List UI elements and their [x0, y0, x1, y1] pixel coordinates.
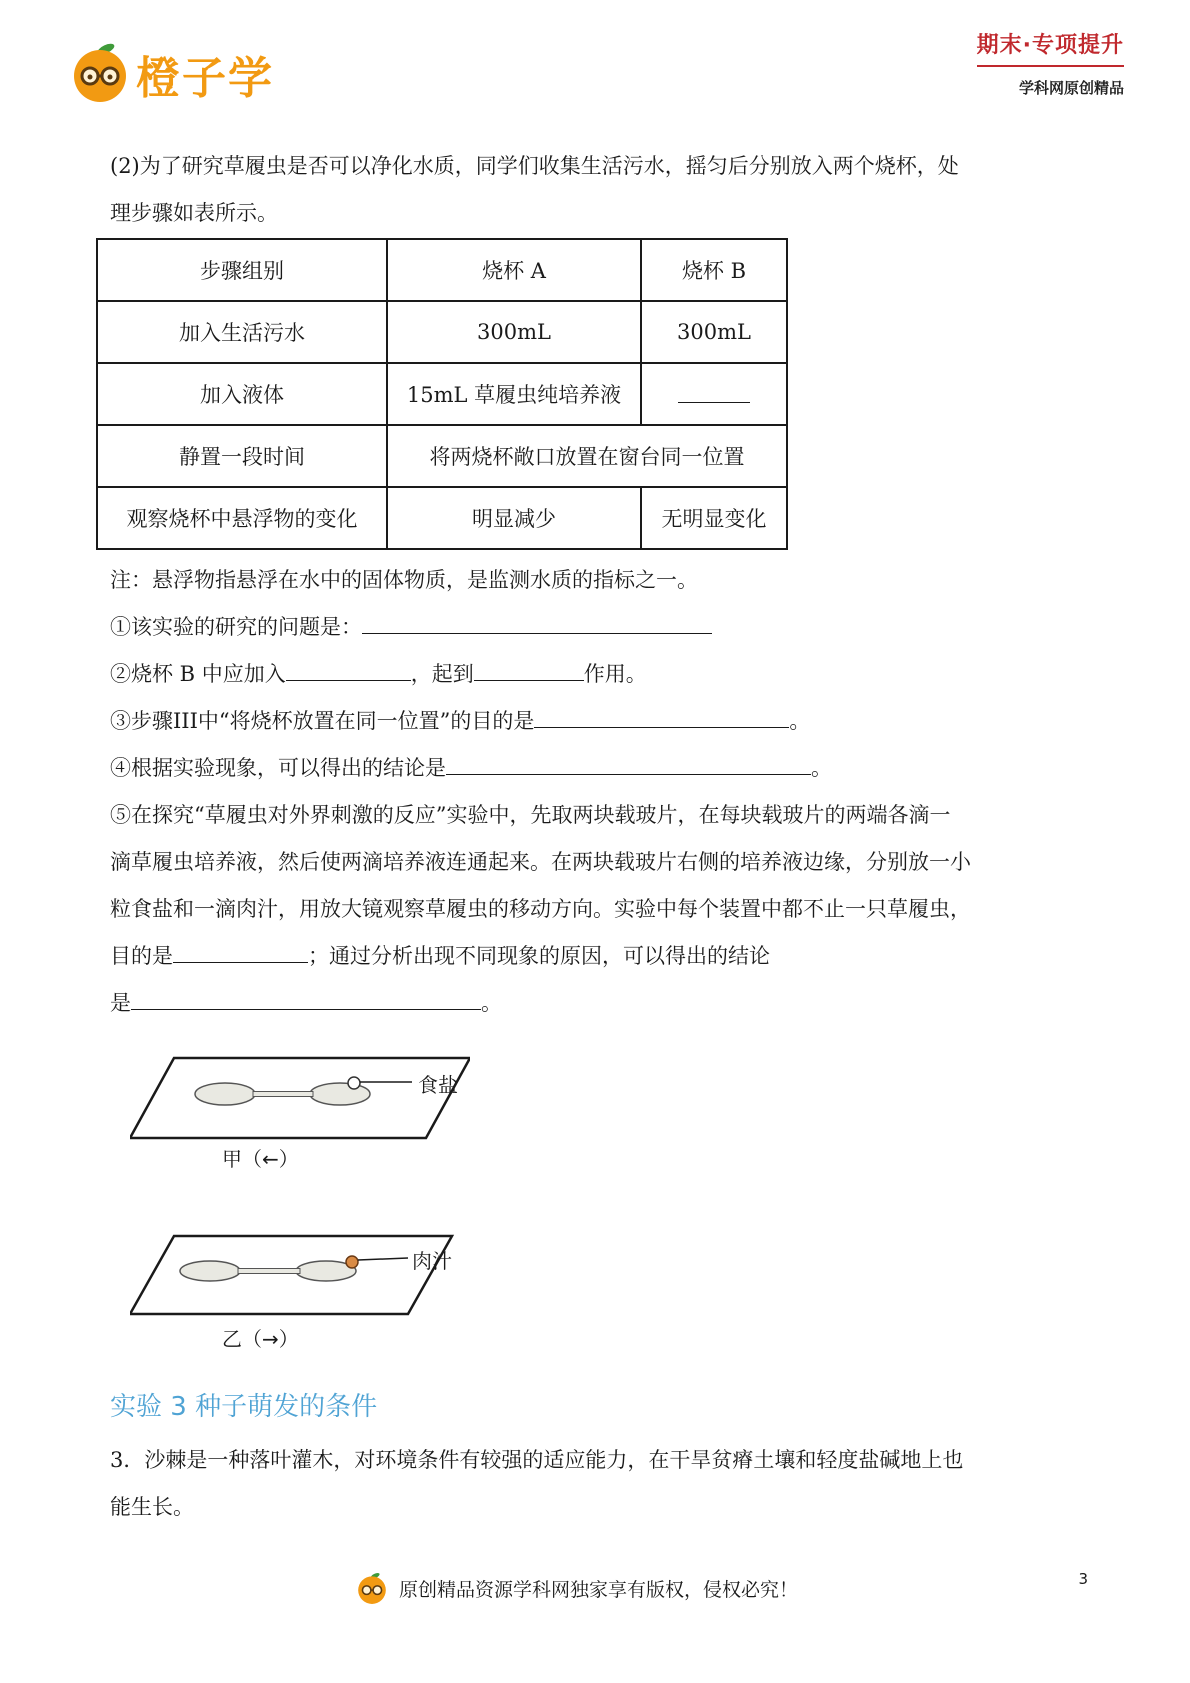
slide-bottom — [130, 1236, 452, 1314]
table-cell: 观察烧杯中悬浮物的变化 — [97, 487, 387, 549]
table-header-cell: 步骤组别 — [97, 239, 387, 301]
subquestion-4-end: 。 — [811, 756, 832, 780]
header-title: 期末·专项提升 — [977, 28, 1124, 67]
table-row — [97, 425, 787, 487]
broth-drop-icon — [346, 1256, 358, 1268]
header-right — [977, 28, 1124, 98]
subquestion-3-end: 。 — [789, 709, 811, 733]
subquestion-4 — [110, 745, 832, 792]
table-header-row — [97, 239, 787, 301]
subquestion-5-text: ；通过分析出现不同现象的原因，可以得出的结论 — [308, 944, 770, 968]
table-cell: 明显减少 — [387, 487, 641, 549]
header-subtitle: 学科网原创精品 — [1018, 79, 1124, 97]
salt-label: 食盐 — [418, 1073, 458, 1097]
subquestion-5-line3: 粒食盐和一滴肉汁，用放大镜观察草履虫的移动方向。实验中每个装置中都不止一只草履虫， — [110, 897, 971, 921]
table-cell: 加入液体 — [97, 363, 387, 425]
answer-blank[interactable] — [173, 940, 308, 963]
answer-blank[interactable] — [534, 705, 789, 728]
subquestion-3-text: ③步骤III中“将烧杯放置在同一位置”的目的是 — [110, 709, 535, 733]
subquestion-2-text: 作用。 — [583, 662, 647, 686]
answer-blank[interactable] — [286, 658, 411, 681]
q3-line2: 能生长。 — [110, 1495, 194, 1519]
q2-intro-line1: (2)为了研究草履虫是否可以净化水质，同学们收集生活污水，摇匀后分别放入两个烧杯，处 — [110, 154, 959, 178]
footer — [355, 1568, 798, 1608]
subquestion-2 — [110, 651, 647, 698]
table-note: 注：悬浮物指悬浮在水中的固体物质，是监测水质的指标之一。 — [110, 568, 698, 592]
answer-blank[interactable] — [131, 987, 481, 1010]
table-header-cell: 烧杯 B — [641, 239, 787, 301]
table-cell: 静置一段时间 — [97, 425, 387, 487]
answer-blank[interactable] — [446, 752, 811, 775]
table-cell: 300mL — [387, 301, 641, 363]
table-cell-blank — [641, 363, 787, 425]
table-row — [97, 487, 787, 549]
table-row — [97, 363, 787, 425]
salt-grain-icon — [348, 1077, 360, 1089]
logo — [68, 38, 308, 110]
answer-blank[interactable] — [474, 658, 584, 681]
subquestion-5-line4 — [110, 933, 770, 980]
subquestion-5-line1: ⑤在探究“草履虫对外界刺激的反应”实验中，先取两块载玻片，在每块载玻片的两端各滴一 — [110, 803, 951, 827]
subquestion-5-end: 。 — [481, 991, 502, 1015]
table-cell: 无明显变化 — [641, 487, 787, 549]
table-cell: 加入生活污水 — [97, 301, 387, 363]
q3-line1: 3．沙棘是一种落叶灌木，对环境条件有较强的适应能力，在干旱贫瘠土壤和轻度盐碱地上也 — [110, 1448, 964, 1472]
table-cell: 300mL — [641, 301, 787, 363]
subquestion-2-text: ②烧杯 B 中应加入 — [110, 662, 286, 686]
page-number: 3 — [1078, 1570, 1088, 1588]
subquestion-3 — [110, 698, 810, 745]
subquestion-5-line2: 滴草履虫培养液，然后使两滴培养液连通起来。在两块载玻片右侧的培养液边缘，分别放一小 — [110, 850, 971, 874]
steps-table — [96, 238, 788, 550]
subquestion-5-text: 是 — [110, 991, 131, 1015]
broth-label: 肉汁 — [412, 1249, 452, 1273]
table-row — [97, 301, 787, 363]
footer-text: 原创精品资源学科网独家享有版权，侵权必究！ — [399, 1578, 799, 1601]
table-cell-merged: 将两烧杯敞口放置在窗台同一位置 — [387, 425, 787, 487]
subquestion-1-text: ①该实验的研究的问题是： — [110, 615, 362, 639]
answer-blank[interactable] — [362, 611, 712, 634]
subquestion-1 — [110, 604, 712, 651]
subquestion-4-text: ④根据实验现象，可以得出的结论是 — [110, 756, 446, 780]
answer-blank[interactable] — [678, 380, 750, 403]
q2-intro-line2: 理步骤如表所示。 — [110, 201, 278, 225]
subquestion-2-text: ，起到 — [410, 662, 474, 686]
subquestion-5-text: 目的是 — [110, 944, 173, 968]
table-cell: 15mL 草履虫纯培养液 — [387, 363, 641, 425]
table-header-cell: 烧杯 A — [387, 239, 641, 301]
section-heading: 实验 3 种子萌发的条件 — [110, 1392, 378, 1422]
logo-text: 橙子学 — [136, 53, 274, 104]
slide-top-caption: 甲（←） — [222, 1147, 299, 1171]
subquestion-5-line5 — [110, 980, 502, 1027]
orange-mascot-icon — [68, 40, 132, 104]
slide-bottom-caption: 乙（→） — [222, 1327, 299, 1351]
orange-mascot-icon — [355, 1571, 389, 1605]
